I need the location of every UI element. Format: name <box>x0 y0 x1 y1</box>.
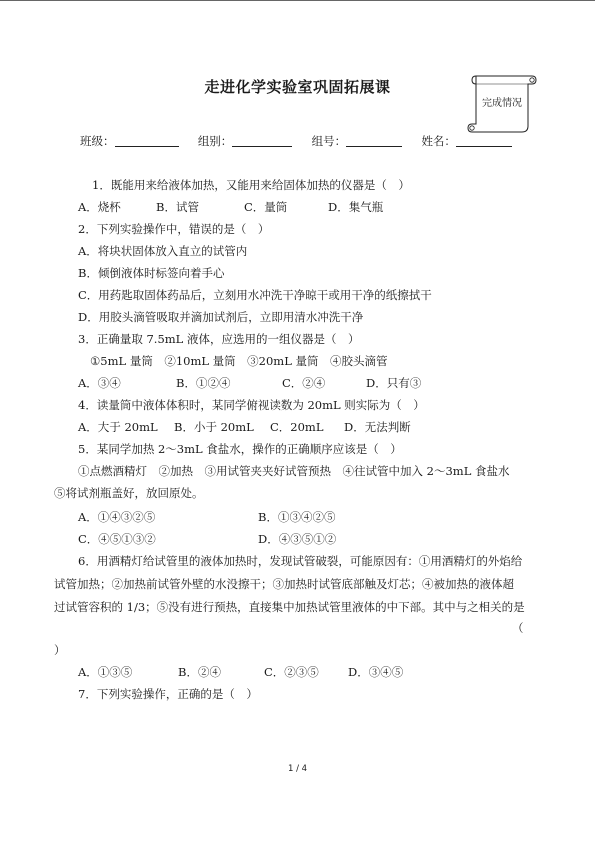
class-field[interactable] <box>115 134 179 147</box>
q4-option-b[interactable]: B．小于 20mL <box>174 420 254 434</box>
q2-stem: 2．下列实验操作中，错误的是（ ） <box>78 222 270 236</box>
q6-option-a[interactable]: A．①③⑤ <box>78 665 133 679</box>
q6-options <box>78 664 403 680</box>
class-label: 班级： <box>80 134 115 148</box>
q5-option-a[interactable]: A．①④③②⑤ <box>78 510 156 524</box>
q4-option-a[interactable]: A．大于 20mL <box>78 420 158 434</box>
q3-options <box>78 375 421 391</box>
number-field[interactable] <box>346 134 402 147</box>
q4-option-d[interactable]: D．无法判断 <box>344 420 411 434</box>
q2-option-b[interactable]: B．倾倒液体时标签向着手心 <box>78 266 225 280</box>
q6-stem-line2: 试管加热；②加热前试管外壁的水没擦干；③加热时试管底部触及灯芯；④被加热的液体超 <box>54 577 514 591</box>
q5-steps-line1: ①点燃酒精灯 ②加热 ③用试管夹夹好试管预热 ④往试管中加入 2～3mL 食盐水 <box>78 464 510 478</box>
q5-stem: 5．某同学加热 2～3mL 食盐水，操作的正确顺序应该是（ ） <box>78 442 402 456</box>
q7-stem: 7．下列实验操作，正确的是（ ） <box>78 687 258 701</box>
q3-option-d[interactable]: D．只有③ <box>366 376 422 390</box>
q5-option-b[interactable]: B．①③④②⑤ <box>258 510 336 524</box>
q6-paren-close: ） <box>54 643 66 657</box>
completion-stamp <box>466 72 538 134</box>
q6-paren-open: （ <box>512 621 524 635</box>
group-label: 组别： <box>197 134 233 148</box>
name-label: 姓名： <box>421 134 456 148</box>
q5-options-row2 <box>78 531 336 547</box>
q3-option-c[interactable]: C．②④ <box>282 376 326 390</box>
q3-items: ①5mL 量筒 ②10mL 量筒 ③20mL 量筒 ④胶头滴管 <box>90 354 388 368</box>
q4-stem: 4．读量筒中液体体积时，某同学俯视读数为 20mL 则实际为（ ） <box>78 398 425 412</box>
q2-option-a[interactable]: A．将块状固体放入直立的试管内 <box>78 244 248 258</box>
q5-option-c[interactable]: C．④⑤①③② <box>78 532 156 546</box>
q5-options-row1 <box>78 509 335 525</box>
q3-stem: 3．正确量取 7.5mL 液体，应选用的一组仪器是（ ） <box>78 332 360 346</box>
group-field[interactable] <box>232 134 292 147</box>
q1-option-a[interactable]: A．烧杯 <box>78 200 121 214</box>
q6-option-c[interactable]: C．②③⑤ <box>264 665 319 679</box>
q6-stem-line3: 过试管容积的 1/3；⑤没有进行预热，直接集中加热试管里液体的中下部。其中与之相关的是 <box>54 600 525 614</box>
q1-option-c[interactable]: C．量筒 <box>244 200 288 214</box>
q4-option-c[interactable]: C．20mL <box>270 420 324 434</box>
stamp-label: 完成情况 <box>482 98 522 109</box>
q2-option-d[interactable]: D．用胶头滴管吸取并滴加试剂后，立即用清水冲洗干净 <box>78 310 364 324</box>
number-label: 组号： <box>311 134 347 148</box>
page-title: 走进化学实验室巩固拓展课 <box>204 78 391 96</box>
q6-option-b[interactable]: B．②④ <box>178 665 221 679</box>
q1-option-b[interactable]: B．试管 <box>156 200 199 214</box>
q4-options <box>78 419 411 435</box>
q5-steps-line2: ⑤将试剂瓶盖好，放回原处。 <box>54 486 204 500</box>
page-number: 1 / 4 <box>287 764 308 774</box>
q5-option-d[interactable]: D．④③⑤①② <box>258 532 337 546</box>
q1-option-d[interactable]: D．集气瓶 <box>328 200 384 214</box>
q3-option-b[interactable]: B．①②④ <box>176 376 231 390</box>
q3-option-a[interactable]: A．③④ <box>78 376 121 390</box>
top-border <box>0 0 595 1</box>
name-field[interactable] <box>456 134 512 147</box>
q2-option-c[interactable]: C．用药匙取固体药品后，立刻用水冲洗干净晾干或用干净的纸擦拭干 <box>78 288 432 302</box>
q6-stem-line1: 6．用酒精灯给试管里的液体加热时，发现试管破裂，可能原因有：①用酒精灯的外焰给 <box>78 554 523 568</box>
student-info-row <box>80 133 512 149</box>
q6-option-d[interactable]: D．③④⑤ <box>348 665 404 679</box>
q1-options <box>78 199 383 215</box>
q1-stem: 1．既能用来给液体加热，又能用来给固体加热的仪器是（ ） <box>92 178 410 192</box>
